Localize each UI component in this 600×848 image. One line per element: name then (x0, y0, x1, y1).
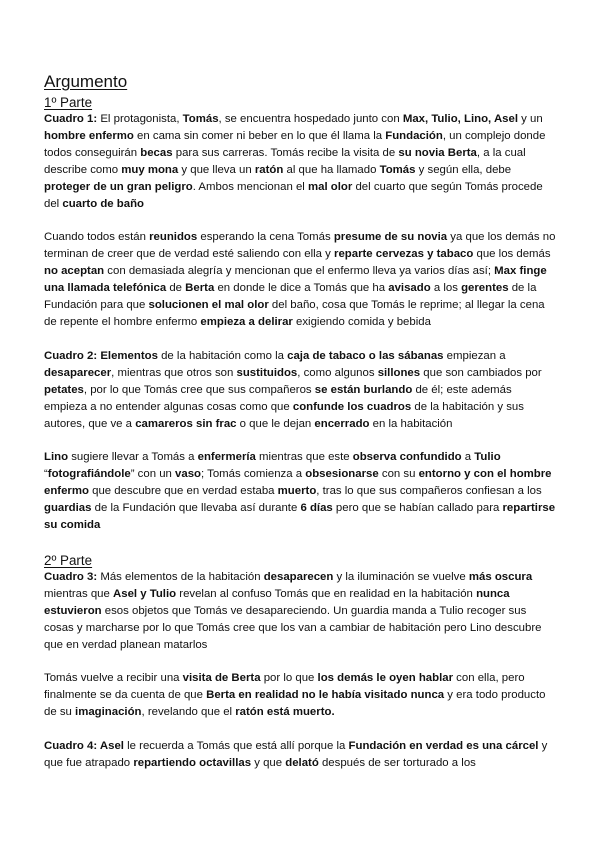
text-run: ; Tomás comienza a (201, 468, 306, 481)
text-run: , tras lo que sus compañeros confiesan a los (316, 485, 542, 498)
text-run: esos objetos que Tomás ve desapareciendo. Un guardia manda a Tulio recoger sus cosas y marcharse por lo que Tomás cree que los van a cambiar de habitación pero Lino descubre que en verdad planean matarlos (44, 604, 542, 651)
paragraph (44, 111, 556, 212)
text-run: con demasiada alegría y mencionan que el enfermo lleva ya varios días así; (104, 265, 495, 278)
paragraph (44, 449, 556, 534)
bold-text: sillones (377, 366, 421, 379)
bold-text: presume de su novia (333, 231, 448, 244)
text-run: de la habitación como la (157, 349, 288, 362)
bold-text: repartirse su comida (44, 502, 556, 532)
text-run: “ (44, 468, 48, 481)
text-run: y que (251, 757, 286, 770)
bold-text: avisado (388, 282, 431, 295)
bold-text: no aceptan (44, 265, 105, 278)
text-run: El protagonista, (97, 113, 183, 125)
text-run: al que ha llamado (283, 163, 380, 176)
bold-text: sustituidos (236, 366, 298, 379)
document-body (44, 72, 556, 772)
paragraph-spacer (44, 331, 556, 348)
bold-text: reunidos (149, 231, 198, 244)
bold-text: Cuadro 4: Asel (44, 740, 124, 753)
bold-text: ratón (254, 163, 284, 176)
bold-text: visita de Berta (182, 672, 261, 685)
text-run: a (461, 451, 475, 464)
text-run: a los (430, 282, 462, 295)
bold-text: camareros sin frac (135, 417, 237, 430)
part-2-section (44, 552, 556, 772)
text-run: sugiere llevar a Tomás a (68, 451, 198, 464)
bold-text: encerrado (314, 417, 370, 430)
bold-text: Tomás (182, 113, 219, 125)
text-run: empiezan a (443, 349, 506, 362)
bold-text: desaparecen (263, 570, 334, 583)
text-run: pero que se habían callado para (332, 502, 503, 515)
text-run: con ella, pero finalmente se da cuenta de que (44, 672, 525, 702)
bold-text: Berta en realidad no le había visitado nunca (206, 689, 445, 702)
text-run: exigiendo comida y bebida (292, 315, 431, 328)
text-run: , mientras que otros son (111, 366, 237, 379)
bold-text: reparte cervezas y tabaco (334, 248, 474, 261)
bold-text: enfermería (197, 451, 256, 464)
bold-text: Tomás (379, 163, 416, 176)
text-run: del baño, cosa que Tomás le reprime; al llegar la cena de repente el hombre enfermo (44, 299, 545, 328)
bold-text: solucionen el mal olor (148, 299, 269, 312)
text-run: mientras que este (255, 451, 353, 464)
text-run: y un (518, 113, 543, 125)
bold-text: Fundación en verdad es una cárcel (348, 740, 539, 753)
text-run: ” con un (130, 468, 176, 481)
bold-text: guardias (44, 502, 92, 515)
bold-text: muerto (277, 485, 317, 498)
paragraph-spacer (44, 212, 556, 229)
bold-text: hombre enfermo (44, 129, 134, 142)
text-run: y que lleva un (178, 163, 255, 176)
bold-text: imaginación (75, 706, 142, 719)
bold-text: desaparecer (44, 366, 112, 379)
text-run: ya que los demás no terminan de creer que de verdad esté saliendo con ella y (44, 231, 556, 261)
bold-text: proteger de un gran peligro (44, 180, 193, 193)
paragraph-spacer (44, 721, 556, 738)
text-run: en donde le dice a Tomás que ha (214, 282, 389, 295)
text-run: y que fue atrapado (44, 740, 548, 770)
bold-text: Max finge una llamada telefónica (44, 265, 547, 295)
bold-text: empieza a delirar (200, 315, 293, 328)
text-run: y la iluminación se vuelve (333, 570, 469, 583)
text-run: de él; este además empieza a no entender algunas cosas como que (44, 383, 512, 413)
text-run: que los demás (473, 248, 551, 261)
text-run: Tomás vuelve a recibir una (44, 672, 183, 685)
text-run: y según ella, debe (415, 163, 512, 176)
paragraph-spacer (44, 432, 556, 449)
bold-text: confunde los cuadros (292, 400, 412, 413)
text-run: le recuerda a Tomás que está allí porque la (123, 740, 349, 753)
paragraph (44, 738, 556, 772)
part-2-heading: 2º Parte (44, 552, 93, 568)
text-run: , por lo que Tomás cree que sus compañeros (83, 383, 315, 396)
text-run: después de ser torturado a los (318, 757, 476, 770)
text-run: Cuando todos están (44, 231, 150, 244)
paragraph (44, 569, 556, 654)
text-run: en la habitación (369, 417, 453, 430)
bold-text: caja de tabaco o las sábanas (287, 349, 444, 362)
bold-text: obsesionarse (305, 468, 379, 481)
bold-text: observa confundido (352, 451, 462, 464)
text-run: esperando la cena Tomás (197, 231, 334, 244)
bold-text: becas (140, 146, 173, 159)
bold-text: petates (44, 383, 84, 396)
text-run: revelan al confuso Tomás que en realidad en la habitación (176, 587, 477, 600)
text-run: Más elementos de la habitación (97, 570, 264, 583)
bold-text: vaso (175, 468, 201, 481)
text-run: de la habitación y sus autores, que ve a (44, 400, 524, 430)
bold-text: se están burlando (314, 383, 413, 396)
text-run: en cama sin comer ni beber en lo que él llama la (133, 129, 386, 142)
bold-text: los demás le oyen hablar (317, 672, 454, 685)
part-1-section (44, 94, 556, 534)
paragraph (44, 348, 556, 433)
bold-text: Cuadro 2: Elementos (44, 349, 158, 362)
text-run: de la Fundación para que (44, 282, 537, 312)
bold-text: entorno y con el hombre enfermo (44, 468, 552, 498)
bold-text: ratón está muerto. (235, 706, 335, 719)
bold-text: fotografiándole (47, 468, 131, 481)
page-title: Argumento (44, 72, 128, 91)
text-run: , como algunos (297, 366, 378, 379)
text-run: que son cambiados por (420, 366, 542, 379)
text-run: , un complejo donde todos conseguirán (44, 129, 546, 159)
text-run: que descubre que en verdad estaba (88, 485, 278, 498)
bold-text: nunca estuvieron (44, 587, 510, 617)
bold-text: delató (285, 757, 319, 770)
text-run: para sus carreras. Tomás recibe la visita de (172, 146, 399, 159)
text-run: con su (378, 468, 419, 481)
paragraph-spacer (44, 653, 556, 670)
bold-text: Fundación (385, 129, 443, 142)
bold-text: gerentes (461, 282, 509, 295)
bold-text: Lino (44, 451, 69, 464)
section-spacer (44, 534, 556, 552)
bold-text: Max, Tulio, Lino, Asel (402, 113, 519, 125)
paragraph (44, 670, 556, 721)
bold-text: su novia Berta (398, 146, 477, 159)
paragraph (44, 229, 556, 330)
text-run: por lo que (260, 672, 318, 685)
bold-text: Berta (185, 282, 215, 295)
bold-text: Asel y Tulio (113, 587, 177, 600)
bold-text: Cuadro 3: (44, 570, 98, 583)
bold-text: mal olor (307, 180, 353, 193)
bold-text: Tulio (474, 451, 501, 464)
part-1-heading: 1º Parte (44, 95, 93, 110)
bold-text: Cuadro 1: (44, 113, 98, 125)
text-run: del cuarto que según Tomás procede del (44, 180, 543, 210)
text-run: , revelando que el (141, 706, 236, 719)
text-run: y era todo producto de su (44, 689, 546, 719)
text-run: de la Fundación que llevaba así durante (91, 502, 301, 515)
bold-text: 6 días (300, 502, 333, 515)
text-run: mientras que (44, 587, 114, 600)
text-run: . Ambos mencionan el (192, 180, 308, 193)
bold-text: muy mona (121, 163, 179, 176)
text-run: , a la cual describe como (44, 146, 526, 176)
bold-text: repartiendo octavillas (133, 757, 252, 770)
text-run: , se encuentra hospedado junto con (218, 113, 403, 125)
bold-text: más oscura (468, 570, 533, 583)
text-run: o que le dejan (236, 417, 315, 430)
bold-text: cuarto de baño (62, 197, 145, 210)
text-run: de (166, 282, 186, 295)
